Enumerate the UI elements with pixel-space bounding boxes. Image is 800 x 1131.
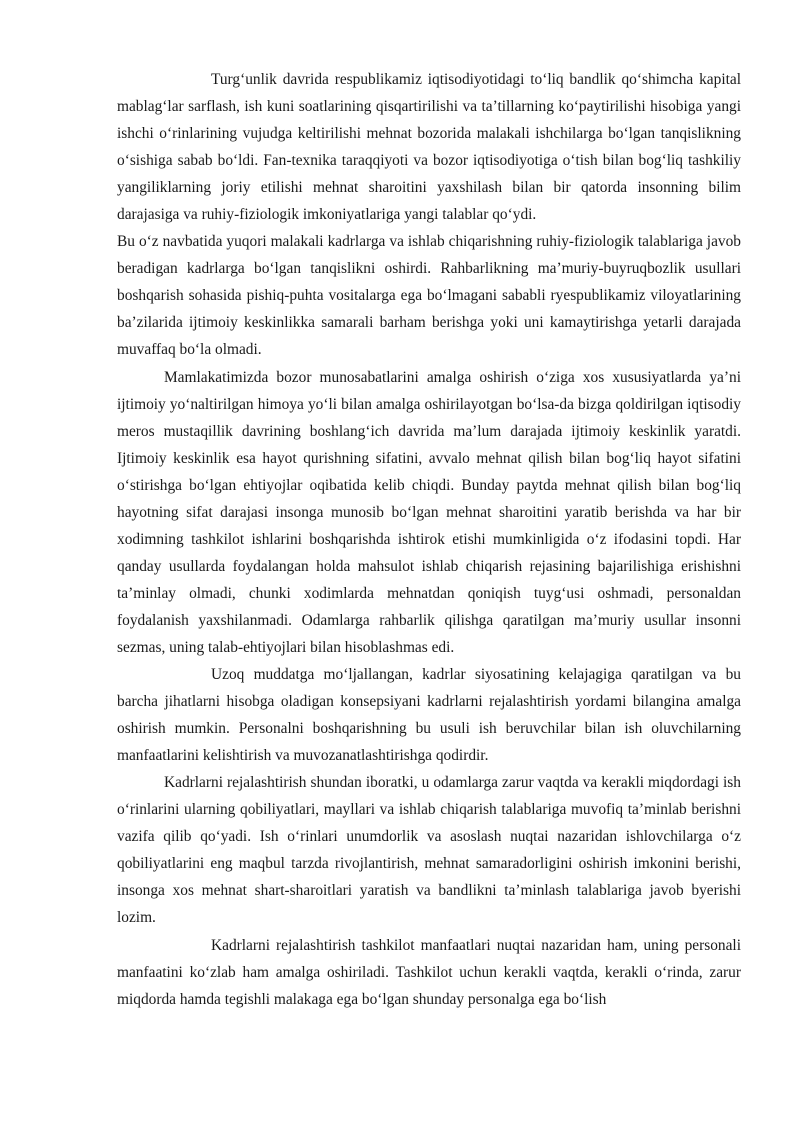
paragraph: Mamlakatimizda bozor munosabatlarini amalga oshirish o‘ziga xos xususiyatlarda ya’ni ijtimoiy yo‘naltirilgan himoya yo‘li bilan amalga oshirilayotgan bo‘lsa-da bizga qoldirilgan iqtisodiy meros mustaqillik davrining boshlang‘ich davrida ma’lum darajada ijtimoiy keskinlik yaratdi. Ijtimoiy keskinlik esa hayot qurishning sifatini, avvalo mehnat qilish bilan bog‘liq hayot sifatini o‘stirishga bo‘lgan ehtiyojlar oqibatida kelib chiqdi. Bunday paytda mehnat qilish bilan bog‘liq hayotning sifat darajasi insonga munosib bo‘lgan mehnat sharoitini yaratib berishda va har bir xodimning tashkilot ishlarini boshqarishda ishtirok etishi mumkinligida o‘z ifodasini topdi. Har qanday usullarda foydalangan holda mahsulot ishlab chiqarish rejasining bajarilishiga erishishni ta’minlay olmadi, chunki xodimlarda mehnatdan qoniqish tuyg‘usi oshmadi, personaldan foydalanish yaxshilanmadi. Odamlarga rahbarlik qilishga qaratilgan ma’muriy usullar insonni sezmas, uning talab-ehtiyojlari bilan hisoblashmas edi. (117, 368, 741, 656)
paragraph: Bu o‘z navbatida yuqori malakali kadrlarga va ishlab chiqarishning ruhiy-fiziologik talablariga javob beradigan kadrlarga bo‘lgan tanqislikni oshirdi. Rahbarlikning ma’muriy-buyruqbozlik usullari boshqarish sohasida pishiq-puhta vositalarga ega bo‘lmagani sababli ryespublikamiz viloyatlarining ba’zilarida ijtimoiy keskinlikka samarali barham berishga yoki uni kamaytirishga yetarli darajada muvaffaq bo‘la olmadi. (117, 233, 741, 359)
paragraph: Uzoq muddatga mo‘ljallangan, kadrlar siyosatining kelajagiga qaratilgan va bu barcha jihatlarni hisobga oladigan konsepsiyani kadrlarni rejalashtirish yordami bilangina amalga oshirish mumkin. Personalni boshqarishning bu usuli ish beruvchilar bilan ish oluvchilarning manfaatlarini kelishtirish va muvozanatlashtirishga qodirdir. (117, 666, 741, 765)
document-body (117, 66, 741, 1013)
paragraph: Turg‘unlik davrida respublikamiz iqtisodiyotidagi to‘liq bandlik qo‘shimcha kapital mablag‘lar sarflash, ish kuni soatlarining qisqartirilishi va ta’tillarning ko‘paytirilishi hisobiga yangi ishchi o‘rinlarining vujudga keltirilishi mehnat bozorida malakali ishchilarga bo‘lgan tanqislikning o‘sishiga sabab bo‘ldi. Fan-texnika taraqqiyoti va bozor iqtisodiyotiga o‘tish bilan bog‘liq tashkiliy yangiliklarning joriy etilishi mehnat sharoitini yaxshilash bilan bir qatorda insonning bilim darajasiga va ruhiy-fiziologik imkoniyatlariga yangi talablar qo‘ydi. (117, 71, 741, 224)
paragraph: Kadrlarni rejalashtirish shundan iboratki, u odamlarga zarur vaqtda va kerakli miqdordagi ish o‘rinlarini ularning qobiliyatlari, mayllari va ishlab chiqarish talablariga muvofiq ta’minlab berishni vazifa qilib qo‘yadi. Ish o‘rinlari unumdorlik va asoslash nuqtai nazaridan ishlovchilarga o‘z qobiliyatlarini eng maqbul tarzda rivojlantirish, mehnat samaradorligini oshirish imkonini berishi, insonga xos mehnat shart-sharoitlari yaratish va bandlikni ta’minlash talablariga javob byerishi lozim. (117, 774, 741, 927)
paragraph: Kadrlarni rejalashtirish tashkilot manfaatlari nuqtai nazaridan ham, uning personali manfaatini ko‘zlab ham amalga oshiriladi. Tashkilot uchun kerakli vaqtda, kerakli o‘rinda, zarur miqdorda hamda tegishli malakaga ega bo‘lgan shunday personalga ega bo‘lish (117, 936, 741, 1008)
